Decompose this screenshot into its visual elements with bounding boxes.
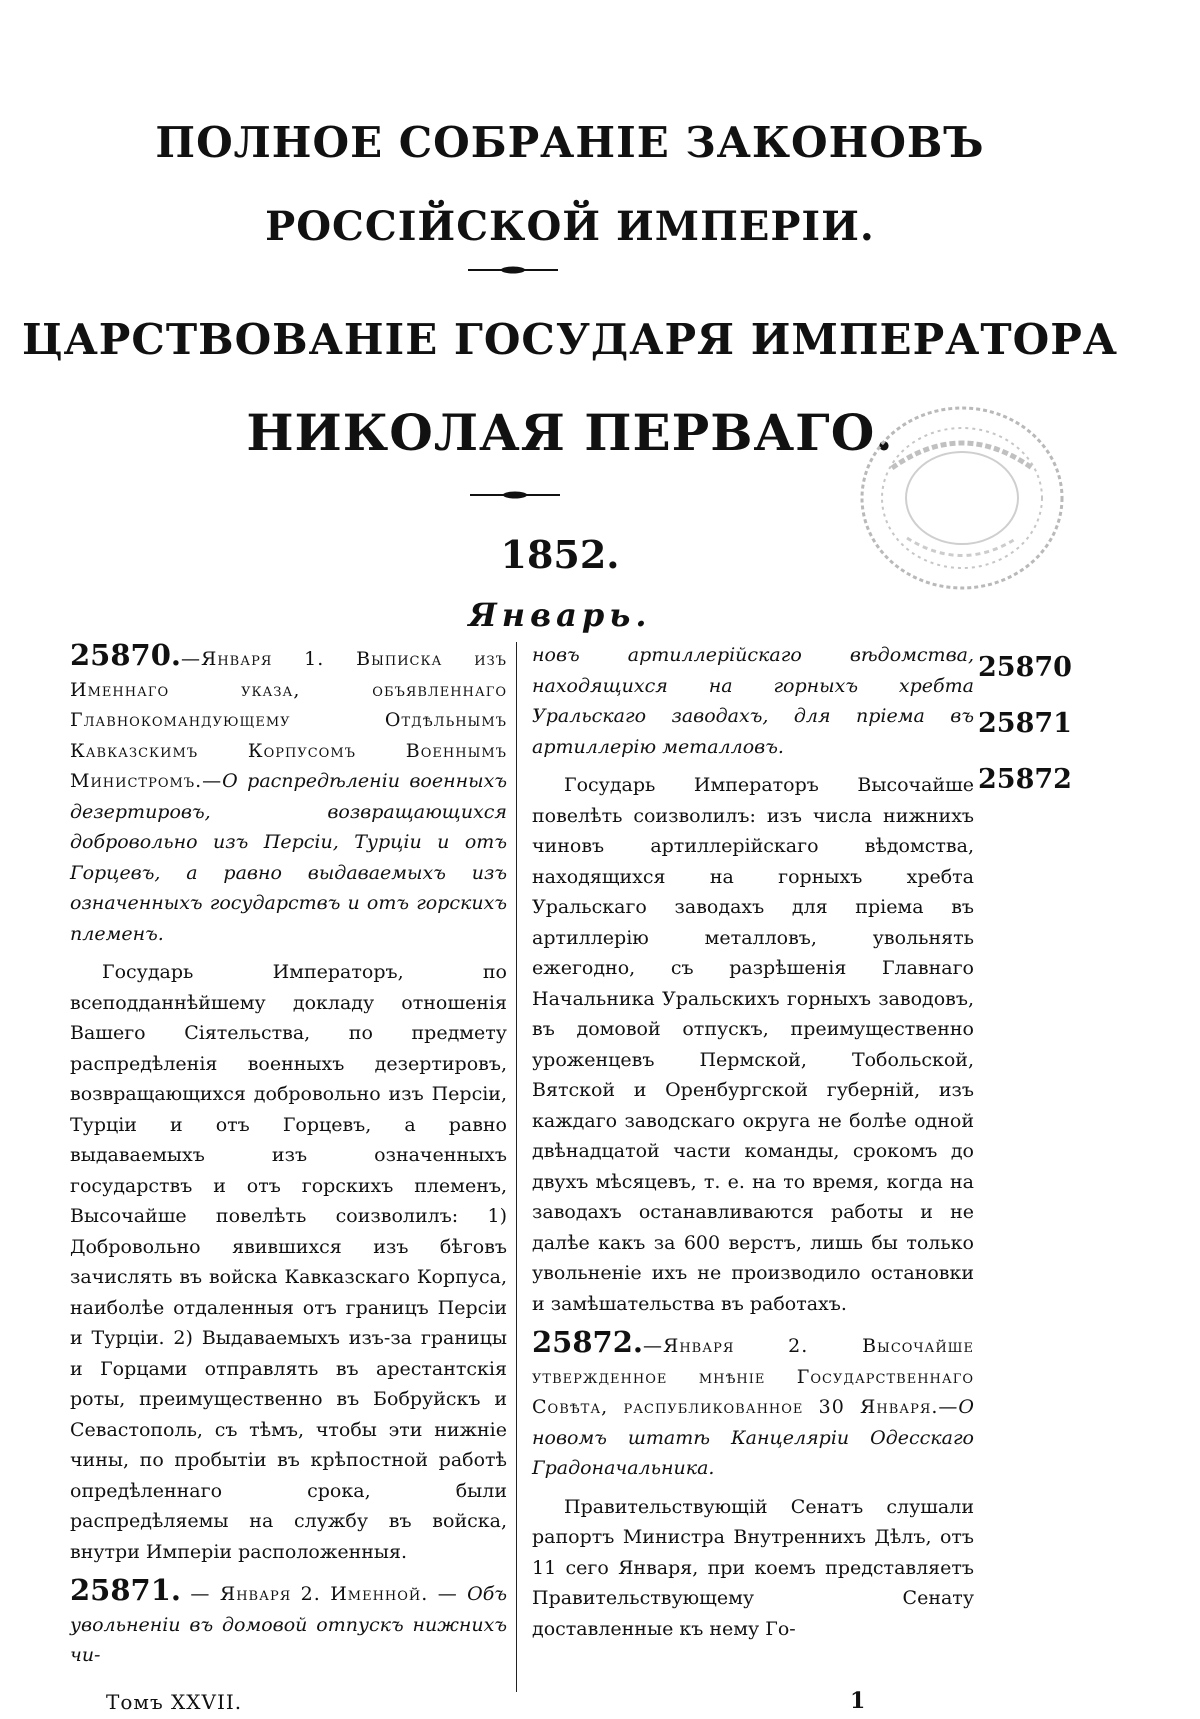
law-body: Государь Императоръ Высочайше повелѣть соизволилъ: изъ числа нижнихъ чиновъ артиллерійскаго вѣдомства, находящихся на горныхъ хребта Уральскаго заводахъ для пріема въ артиллерію металловъ, увольнять ежегодно, съ разрѣшенія Главнаго Начальника Уральскихъ горныхъ заводовъ, въ домовой отпускъ, преимущественно уроженцевъ Пермской, Тобольской, Вятской и Оренбургской губерній, изъ каждаго заводскаго округа не болѣе одной двѣнадцатой части команды, срокомъ до двухъ мѣсяцевъ, т. е. на то время, когда на заводахъ останавливаются работы и не далѣе какъ за 600 верстъ, лишь бы только увольненіе ихъ не производило остановки и замѣшательства въ работахъ. xyxy=(532,774,974,1315)
law-title: Объ увольненіи въ домовой отпускъ нижнихъ чи- xyxy=(70,1583,507,1666)
law-number: 25871. xyxy=(70,1573,181,1607)
law-title-continued: новъ артиллерійскаго вѣдомства, находящихся на горныхъ хребта Уральскаго заводахъ, для пріема въ артиллерію металловъ. xyxy=(532,644,974,758)
margin-number: 25870 xyxy=(978,652,1072,683)
empire-title: РОССІЙСКОЙ ИМПЕРІИ. xyxy=(265,203,875,250)
page-number: 1 xyxy=(850,1688,866,1714)
margin-number: 25872 xyxy=(978,764,1072,795)
law-25872-entry xyxy=(532,1327,974,1484)
law-heading: —Января 1. Выписка изъ Именнаго указа, объявленнаго Главнокомандующему Отдѣльнымъ Кавказскимъ Корпусомъ Военнымъ Министромъ.— xyxy=(70,648,507,792)
reign-title: ЦАРСТВОВАНІЕ ГОСУДАРЯ ИМПЕРАТОРА xyxy=(22,315,1118,364)
year-heading: 1852. xyxy=(500,532,620,577)
law-body: Правительствующій Сенатъ слушали рапортъ Министра Внутреннихъ Дѣлъ, отъ 11 сего Января, при коемъ представляетъ Правительствующему Сенату доставленные къ нему Го- xyxy=(532,1495,974,1640)
left-column xyxy=(70,640,507,1671)
month-heading: Январь. xyxy=(468,596,652,634)
volume-label: Томъ XXVII. xyxy=(106,1690,243,1714)
margin-number: 25871 xyxy=(978,708,1072,739)
law-title: О новомъ штатѣ Канцеляріи Одесскаго Градоначальника. xyxy=(532,1396,974,1479)
law-25870-entry xyxy=(70,640,507,949)
margin-law-numbers xyxy=(978,652,1078,820)
library-stamp-icon xyxy=(852,398,1072,598)
law-heading: —Января 2. Высочайше утвержденное мнѣніе Государственнаго Совѣта, распубликованное 30 Января.— xyxy=(532,1335,974,1418)
column-divider xyxy=(516,642,517,1692)
right-column xyxy=(532,640,974,1644)
ornament-rule-icon xyxy=(470,490,560,500)
law-number: 25872. xyxy=(532,1325,643,1359)
law-heading: — Января 2. Именной. — xyxy=(181,1583,468,1605)
law-number: 25870. xyxy=(70,638,181,672)
law-25871-entry xyxy=(70,1575,507,1671)
ornament-rule-icon xyxy=(468,265,558,275)
law-title: О распредѣленіи военныхъ дезертировъ, возвращающихся добровольно изъ Персіи, Турціи и отъ Горцевъ, а равно выдаваемыхъ изъ означенныхъ государствъ и отъ горскихъ племенъ. xyxy=(70,770,507,945)
emperor-title: НИКОЛАЯ ПЕРВАГО. xyxy=(246,403,894,462)
collection-title: ПОЛНОЕ СОБРАНІЕ ЗАКОНОВЪ xyxy=(155,118,985,167)
law-body: Государь Императоръ, по всеподданнѣйшему докладу отношенія Вашего Сіятельства, по предмету распредѣленія военныхъ дезертировъ, возвращающихся добровольно изъ Персіи, Турціи и отъ Горцевъ, а равно выдаваемыхъ изъ означенныхъ государствъ и отъ горскихъ племенъ, Высочайше повелѣть соизволилъ: 1) Добровольно явившихся изъ бѣговъ зачислять въ войска Кавказскаго Корпуса, наиболѣе отдаленныя отъ границъ Персіи и Турціи. 2) Выдаваемыхъ изъ-за границы и Горцами отправлять въ арестантскія роты, преимущественно въ Бобруйскъ и Севастополь, съ тѣмъ, чтобы эти нижніе чины, по пробытіи въ крѣпостной работѣ опредѣленнаго срока, были распредѣляемы на службу въ войска, внутри Имперіи расположенныя. xyxy=(70,961,507,1563)
